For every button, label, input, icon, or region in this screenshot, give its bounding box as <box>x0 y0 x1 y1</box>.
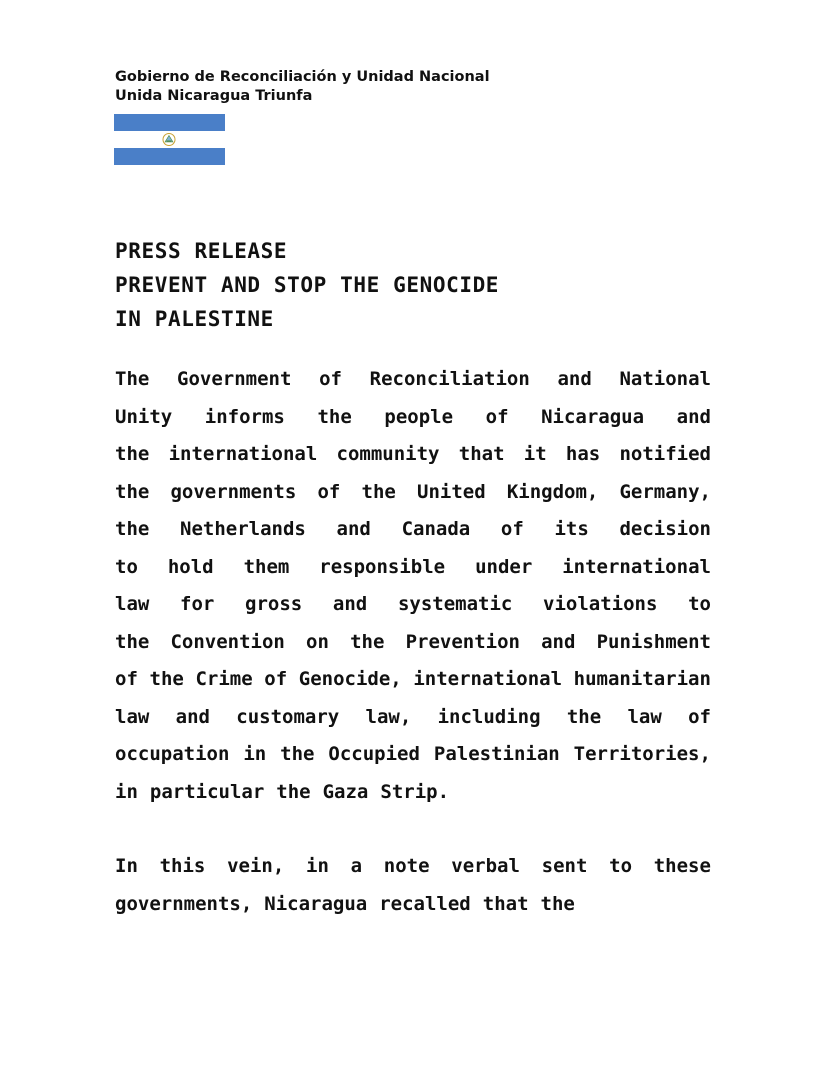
word: verbal <box>451 855 520 877</box>
word: to <box>609 855 633 877</box>
text-line <box>115 774 711 812</box>
word: National <box>619 368 711 390</box>
word: and <box>541 630 576 653</box>
word: this <box>159 855 206 877</box>
word: of <box>115 668 138 690</box>
word: and <box>557 368 592 390</box>
word: the <box>115 480 150 503</box>
word: of <box>688 705 711 728</box>
word: particular <box>149 780 265 803</box>
word: The <box>115 368 150 390</box>
word: has <box>565 443 601 465</box>
word: of <box>485 405 509 428</box>
word: of <box>500 518 524 540</box>
word: recalled <box>379 892 471 915</box>
word: of <box>319 368 342 390</box>
word: decision <box>619 518 711 540</box>
flag-stripe-bottom <box>114 148 225 165</box>
word: the <box>566 705 602 728</box>
word: violations <box>543 593 658 615</box>
word: vein, <box>227 855 285 877</box>
word: in <box>306 855 329 877</box>
word: the <box>280 743 315 765</box>
word: Punishment <box>596 630 711 653</box>
word: responsible <box>319 555 446 578</box>
word: for <box>180 593 215 615</box>
word: Territories, <box>573 743 711 765</box>
word: under <box>475 555 533 578</box>
word: systematic <box>397 593 513 615</box>
word: sent <box>541 855 588 877</box>
word: it <box>523 443 547 465</box>
word: Gaza <box>322 780 369 803</box>
word: Genocide, <box>298 668 402 690</box>
word: law <box>115 593 150 615</box>
word: including <box>437 705 541 728</box>
word: Nicaragua <box>541 405 645 428</box>
flag-stripe-top <box>114 114 225 131</box>
word: law, <box>365 705 412 728</box>
body-paragraph-2 <box>115 848 711 923</box>
word: people <box>384 405 454 428</box>
word: and <box>676 405 711 428</box>
word: in <box>115 780 138 803</box>
word: the <box>361 480 396 503</box>
word: international <box>413 668 563 690</box>
word: the <box>115 518 150 540</box>
body-paragraph-1 <box>115 361 711 811</box>
word: Palestinian <box>433 743 560 765</box>
word: Netherlands <box>180 518 306 540</box>
word: United <box>417 480 486 503</box>
word: Occupied <box>328 743 420 765</box>
word: the <box>115 443 150 465</box>
word: community <box>336 443 440 465</box>
word: humanitarian <box>573 668 711 690</box>
word: law <box>115 705 150 728</box>
word: Kingdom, <box>506 480 599 503</box>
word: the <box>276 780 311 803</box>
word: the <box>540 892 575 915</box>
word: hold <box>167 555 214 578</box>
text-line <box>115 549 711 587</box>
word: Prevention <box>405 630 520 653</box>
word: In <box>115 855 138 877</box>
text-line <box>115 361 711 399</box>
word: in <box>243 743 267 765</box>
word: them <box>243 555 290 578</box>
word: that <box>482 892 529 915</box>
text-line <box>115 848 711 886</box>
text-line <box>115 624 711 662</box>
word: the <box>149 668 184 690</box>
word: these <box>653 855 711 877</box>
word: its <box>554 518 589 540</box>
text-line <box>115 399 711 437</box>
word: to <box>688 593 711 615</box>
word: Strip. <box>380 780 450 803</box>
word: the <box>317 405 352 428</box>
word: governments, <box>115 892 253 915</box>
word: the <box>350 630 385 653</box>
word: the <box>115 630 150 653</box>
text-line <box>115 511 711 549</box>
word: Crime <box>195 668 253 690</box>
word: Government <box>177 368 292 390</box>
word: gross <box>245 593 303 615</box>
word: to <box>115 555 138 578</box>
word: Nicaragua <box>264 892 368 915</box>
word: and <box>336 518 371 540</box>
word: informs <box>204 405 285 428</box>
nicaragua-flag <box>114 114 225 165</box>
word: Convention <box>170 630 285 653</box>
word: Canada <box>401 518 471 540</box>
word: and <box>332 593 368 615</box>
text-line <box>115 736 711 774</box>
text-line <box>115 474 711 512</box>
word: Germany, <box>619 480 711 503</box>
word: governments <box>170 480 297 503</box>
word: and <box>175 705 210 728</box>
header-line-government: Gobierno de Reconciliación y Unidad Nacional <box>115 69 490 85</box>
word: Unity <box>115 405 173 428</box>
word: that <box>458 443 505 465</box>
word: customary <box>236 705 340 728</box>
word: on <box>306 630 329 653</box>
title-line: IN PALESTINE <box>115 307 274 331</box>
text-line <box>115 661 711 699</box>
word: a <box>350 855 363 877</box>
header-line-slogan: Unida Nicaragua Triunfa <box>115 88 313 104</box>
word: of <box>317 480 341 503</box>
word: note <box>383 855 430 877</box>
word: law <box>627 705 662 728</box>
title-line: PRESS RELEASE <box>115 239 288 263</box>
text-line <box>115 886 711 924</box>
word: notified <box>619 443 711 465</box>
word: international <box>168 443 318 465</box>
title-line: PREVENT AND STOP THE GENOCIDE <box>115 273 500 297</box>
word: Reconciliation <box>369 368 530 390</box>
word: of <box>264 668 288 690</box>
word: occupation <box>115 743 230 765</box>
word: international <box>562 555 711 578</box>
text-line <box>115 699 711 737</box>
coat-of-arms-emblem <box>160 131 178 148</box>
government-header <box>115 68 490 106</box>
text-line <box>115 436 711 474</box>
text-line <box>115 586 711 624</box>
press-release-title <box>115 234 499 336</box>
